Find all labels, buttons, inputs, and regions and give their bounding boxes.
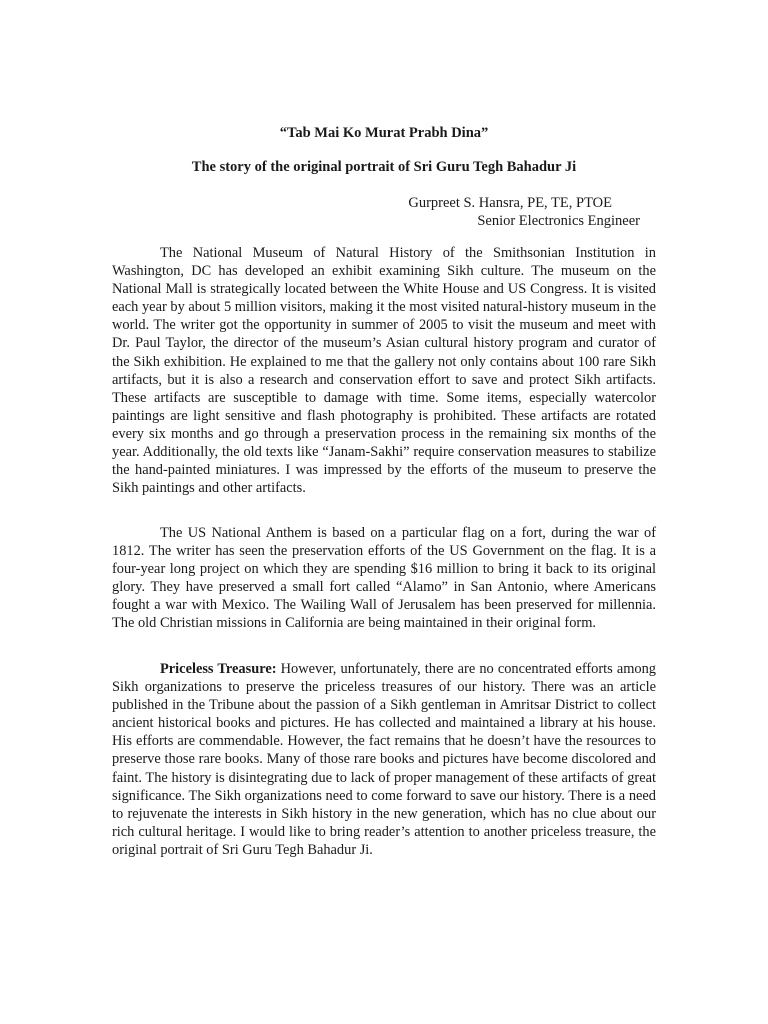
paragraph-priceless-treasure: [112, 660, 656, 859]
author-name: Gurpreet S. Hansra, PE, TE, PTOE: [408, 195, 612, 211]
paragraph-text: The National Museum of Natural History of the Smithsonian Institution in Washington, DC has developed an exhibit examining Sikh culture. The museum on the National Mall is strategically located between the White House and US Congress. It is visited each year by about 5 million visitors, making it the most visited natural-history museum in the world. The writer got the opportunity in summer of 2005 to visit the museum and meet with Dr. Paul Taylor, the director of the museum’s Asian cultural history program and curator of the Sikh exhibition. He explained to me that the gallery not only contains about 100 rare Sikh artifacts, but it is also a research and conservation effort to save and protect Sikh artifacts. These artifacts are susceptible to damage with time. Some items, especially watercolor paintings are light sensitive and flash photography is prohibited. These artifacts are rotated every six months and go through a preservation process in the remaining six months of the year. Additionally, the old texts like “Janam-Sakhi” require conservation measures to stabilize the hand-painted miniatures. I was impressed by the efforts of the museum to preserve the Sikh paintings and other artifacts.: [112, 245, 656, 497]
document-subtitle: The story of the original portrait of Sri Guru Tegh Bahadur Ji: [191, 159, 577, 175]
paragraph-lead-heading: Priceless Treasure:: [160, 661, 277, 677]
document-title: “Tab Mai Ko Murat Prabh Dina”: [279, 125, 489, 141]
paragraph-museum: [112, 244, 656, 497]
paragraph-text: The US National Anthem is based on a particular flag on a fort, during the war of 1812. The writer has seen the preservation efforts of the US Government on the flag. It is a four-year long project on which they are spending $16 million to bring it back to its original glory. They have preserved a small fort called “Alamo” in San Antonio, where Americans fought a war with Mexico. The Wailing Wall of Jerusalem has been preserved for millennia. The old Christian missions in California are being maintained in their original form.: [112, 525, 656, 632]
author-block: [380, 194, 640, 231]
paragraph-text: However, unfortunately, there are no concentrated efforts among Sikh organizations to preserve the priceless treasures of our history. There was an article published in the Tribune about the passion of a Sikh gentleman in Amritsar District to collect ancient historical books and pictures. He has collected and maintained a library at his house. His efforts are commendable. However, the fact remains that he doesn’t have the resources to preserve those rare books. Many of those rare books and pictures have become discolored and faint. The history is disintegrating due to lack of proper management of these artifacts of great significance. The Sikh organizations need to come forward to save our history. There is a need to rejuvenate the interests in Sikh history in the new generation, which has no clue about our rich cultural heritage. I would like to bring reader’s attention to another priceless treasure, the original portrait of Sri Guru Tegh Bahadur Ji.: [112, 661, 656, 858]
paragraph-preservation: [112, 524, 656, 633]
author-role: Senior Electronics Engineer: [477, 213, 640, 230]
